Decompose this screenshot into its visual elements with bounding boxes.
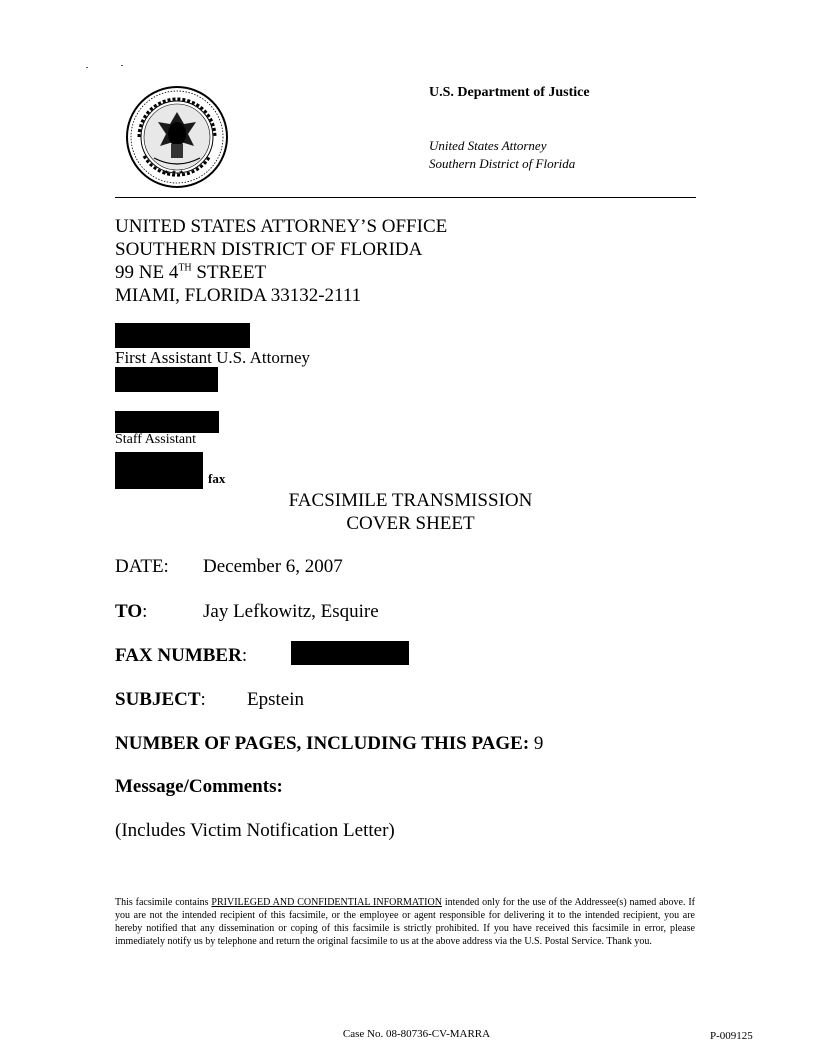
- date-label: DATE:: [115, 556, 169, 577]
- address-line-4: MIAMI, FLORIDA 33132-2111: [115, 285, 362, 306]
- sender-title-1: First Assistant U.S. Attorney: [115, 348, 311, 367]
- redaction-box: [115, 452, 203, 489]
- fax-number-label: FAX NUMBER:: [115, 645, 248, 666]
- sheet-title-line-1: FACSIMILE TRANSMISSION: [288, 490, 533, 511]
- message-label: Message/Comments:: [115, 776, 283, 797]
- redaction-box: [115, 411, 219, 433]
- address-line-2: SOUTHERN DISTRICT OF FLORIDA: [115, 239, 423, 260]
- svg-text:★ ★ ★: ★ ★ ★: [164, 169, 184, 176]
- sender-fax-label: fax: [208, 471, 226, 486]
- case-number: Case No. 08-80736-CV-MARRA: [342, 1028, 491, 1040]
- subject-value: Epstein: [247, 689, 304, 710]
- redaction-box: [291, 641, 409, 665]
- message-value: (Includes Victim Notification Letter): [115, 820, 395, 841]
- pages-line: NUMBER OF PAGES, INCLUDING THIS PAGE: 9: [115, 733, 544, 754]
- office-line-2: Southern District of Florida: [429, 156, 576, 171]
- address-line-3: 99 NE 4TH STREET: [115, 262, 267, 283]
- office-line-1: United States Attorney: [429, 138, 547, 153]
- address-line-1: UNITED STATES ATTORNEY’S OFFICE: [115, 216, 448, 237]
- redaction-box: [115, 323, 250, 348]
- scan-speck: [86, 67, 88, 68]
- scan-speck: [121, 65, 123, 66]
- header-rule: [115, 197, 696, 198]
- doj-seal-icon: [124, 84, 230, 190]
- redaction-box: [115, 367, 218, 392]
- sender-title-2: Staff Assistant: [115, 432, 197, 447]
- sheet-title-line-2: COVER SHEET: [346, 513, 475, 534]
- department-name: U.S. Department of Justice: [429, 85, 590, 100]
- to-label: TO:: [115, 601, 148, 622]
- subject-label: SUBJECT:: [115, 689, 206, 710]
- confidentiality-disclaimer: This facsimile contains PRIVILEGED AND CONFIDENTIAL INFORMATION intended only for the use of the Addressee(s) named above. If you are not the intended recipient of this facsimile, or the employee or agent responsible for delivering it to the intended recipient, you are hereby notified that any dissemination or coping of this facsimile is strictly prohibited. If you have received this facsimile in error, please immediately notify us by telephone and return the original facsimile to us at the above address via the U.S. Postal Service. Thank you.: [115, 897, 696, 947]
- date-value: December 6, 2007: [203, 556, 343, 577]
- to-value: Jay Lefkowitz, Esquire: [203, 601, 379, 622]
- page-id: P-009125: [710, 1030, 753, 1042]
